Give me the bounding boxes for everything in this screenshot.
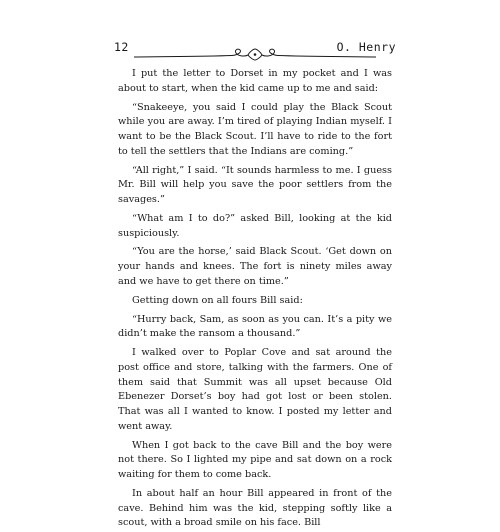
page-number: 12 (114, 40, 129, 54)
paragraph: In about half an hour Bill appeared in front of the cave. Behind him was the kid, stepping softly like a scout, with a broad smile on his face. Bill (118, 487, 392, 529)
running-head (114, 36, 396, 66)
paragraph: Getting down on all fours Bill said: (132, 294, 303, 306)
paragraph: “All right,” I said. “It sounds harmless to me. I guess Mr. Bill will help you save the poor settlers from the savages.” (118, 164, 392, 205)
paragraph: “You are the horse,’ said Black Scout. ‘Get down on your hands and knees. The fort is ninety miles away and we have to get there on time.” (118, 246, 392, 287)
paragraph: “Snakeeye, you said I could play the Black Scout while you are away. I’m tired of playing Indian myself. I want to be the Black Scout. I’ll have to ride to the fort to tell the settlers that the Indians are coming.” (118, 101, 392, 157)
paragraph: I put the letter to Dorset in my pocket and I was about to start, when the kid came up to me and said: (118, 68, 392, 94)
paragraph: “Hurry back, Sam, as soon as you can. It’s a pity we didn’t make the ransom a thousand.” (118, 313, 392, 340)
paragraph: When I got back to the cave Bill and the boy were not there. So I lighted my pipe and sat down on a rock waiting for them to come back. (118, 439, 392, 481)
paragraph: I walked over to Poplar Cove and sat around the post office and store, talking with the farmers. One of them said that Summit was all upset because Old Ebenezer Dorset’s boy had got lost or been stolen. That was all I wanted to know. I posted my letter and went away. (118, 347, 392, 432)
body-text (118, 67, 392, 531)
author-name: O. Henry (336, 40, 396, 54)
paragraph: “What am I to do?” asked Bill, looking at the kid suspiciously. (118, 212, 392, 239)
